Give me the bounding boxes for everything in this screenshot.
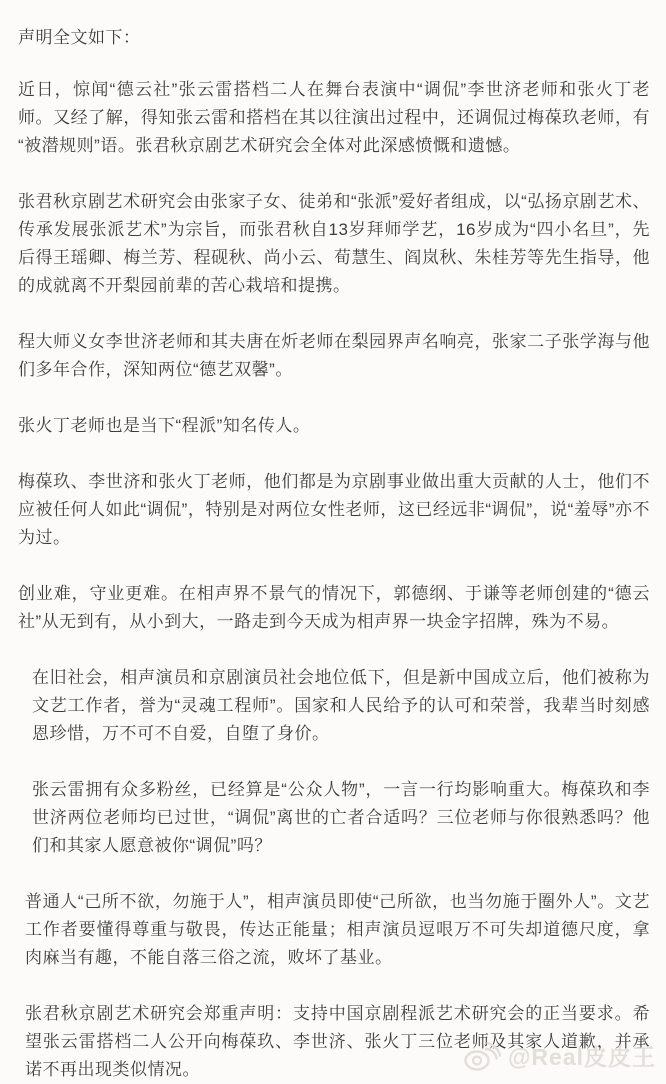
watermark bbox=[463, 1039, 656, 1072]
statement-title: 声明全文如下： bbox=[18, 28, 141, 47]
statement-paragraph-9: 普通人“己所不欲，勿施于人”，相声演员即使“己所欲，也当勿施于圈外人”。文艺工作者要懂得尊重与敬畏，传达正能量；相声演员逗哏万不可失却道德尺度，拿肉麻当有趣，不能自落三俗之流，败坏了基业。 bbox=[25, 892, 650, 967]
statement-paragraph-6: 创业难，守业更难。在相声界不景气的情况下，郭德纲、于谦等老师创建的“德云社”从无到有，从小到大，一路走到今天成为相声界一块金字招牌，殊为不易。 bbox=[18, 584, 650, 631]
statement-paragraph-10: 张君秋京剧艺术研究会郑重声明：支持中国京剧程派艺术研究会的正当要求。希望张云雷搭档二人公开向梅葆玖、李世济、张火丁三位老师及其家人道歉，并承诺不再出现类似情况。 bbox=[25, 1004, 650, 1079]
statement-paragraph-4: 张火丁老师也是当下“程派”知名传人。 bbox=[18, 416, 311, 435]
statement-paragraph-7: 在旧社会，相声演员和京剧演员社会地位低下，但是新中国成立后，他们被称为文艺工作者，誉为“灵魂工程师”。国家和人民给予的认可和荣誉，我辈当时刻感恩珍惜，万不可不自爱，自堕了身价。 bbox=[32, 668, 650, 743]
weibo-logo-icon bbox=[463, 1040, 501, 1072]
watermark-handle: @Real皮皮王 bbox=[507, 1044, 656, 1070]
statement-paragraph-8: 张云雷拥有众多粉丝，已经算是“公众人物”，一言一行均影响重大。梅葆玖和李世济两位老师均已过世，“调侃”离世的亡者合适吗？三位老师与你很熟悉吗？他们和其家人愿意被你“调侃”吗？ bbox=[32, 780, 650, 855]
statement-paragraph-3: 程大师义女李世济老师和其夫唐在炘老师在梨园界声名响亮，张家二子张学海与他们多年合作，深知两位“德艺双馨”。 bbox=[18, 332, 650, 379]
statement-paragraph-5: 梅葆玖、李世济和张火丁老师，他们都是为京剧事业做出重大贡献的人士，他们不应被任何人如此“调侃”，特别是对两位女性老师，这已经远非“调侃”，说“羞辱”亦不为过。 bbox=[18, 472, 650, 547]
statement-paragraph-2: 张君秋京剧艺术研究会由张家子女、徒弟和“张派”爱好者组成，以“弘扬京剧艺术、传承发展张派艺术”为宗旨，而张君秋自13岁拜师学艺，16岁成为“四小名旦”，先后得王瑶卿、梅兰芳、程砚秋、尚小云、荀慧生、阎岚秋、朱桂芳等先生指导，他的成就离不开梨园前辈的苦心栽培和提携。 bbox=[18, 192, 650, 295]
statement-paragraph-1: 近日，惊闻“德云社”张云雷搭档二人在舞台表演中“调侃”李世济老师和张火丁老师。又经了解，得知张云雷和搭档在其以往演出过程中，还调侃过梅葆玖老师，有“被潜规则”语。张君秋京剧艺术研究会全体对此深感愤慨和遗憾。 bbox=[18, 80, 650, 155]
